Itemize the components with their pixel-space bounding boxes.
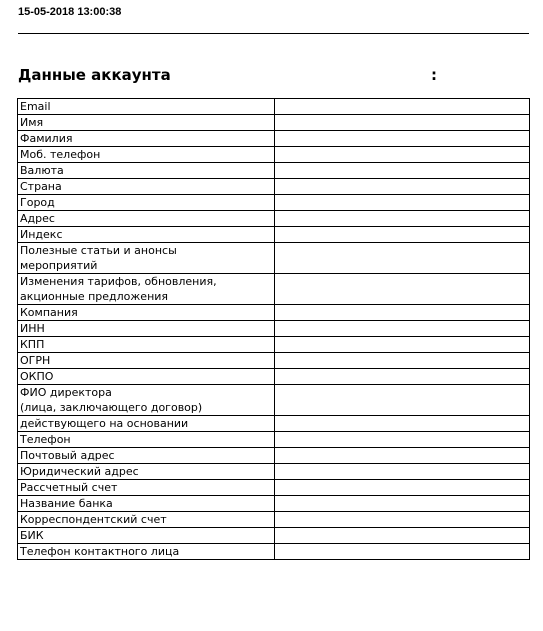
- table-row: [18, 243, 530, 274]
- field-value: [275, 195, 530, 211]
- table-row: [18, 163, 530, 179]
- field-label: Email: [18, 99, 275, 115]
- field-label: Фамилия: [18, 131, 275, 147]
- table-row: [18, 227, 530, 243]
- field-value: [275, 496, 530, 512]
- table-row: [18, 131, 530, 147]
- field-label: Почтовый адрес: [18, 448, 275, 464]
- field-label: Телефон: [18, 432, 275, 448]
- field-value: [275, 211, 530, 227]
- field-label: Моб. телефон: [18, 147, 275, 163]
- field-label: ИНН: [18, 321, 275, 337]
- field-label: Полезные статьи и анонсы мероприятий: [18, 243, 275, 274]
- field-label: Рассчетный счет: [18, 480, 275, 496]
- field-value: [275, 274, 530, 305]
- field-value: [275, 227, 530, 243]
- field-label: Имя: [18, 115, 275, 131]
- table-row: [18, 353, 530, 369]
- field-label: Юридический адрес: [18, 464, 275, 480]
- table-row: [18, 464, 530, 480]
- field-label: Индекс: [18, 227, 275, 243]
- field-value: [275, 305, 530, 321]
- field-label: Страна: [18, 179, 275, 195]
- title-suffix: :: [431, 66, 437, 84]
- table-row: [18, 321, 530, 337]
- field-label: действующего на основании: [18, 416, 275, 432]
- field-value: [275, 464, 530, 480]
- field-value: [275, 528, 530, 544]
- field-label: БИК: [18, 528, 275, 544]
- field-value: [275, 480, 530, 496]
- header-divider: [18, 33, 529, 34]
- table-row: [18, 179, 530, 195]
- table-row: [18, 337, 530, 353]
- field-value: [275, 544, 530, 560]
- field-label: ФИО директора (лица, заключающего договор): [18, 385, 275, 416]
- table-row: [18, 274, 530, 305]
- field-label: Компания: [18, 305, 275, 321]
- table-row: [18, 512, 530, 528]
- field-label: Адрес: [18, 211, 275, 227]
- table-row: [18, 544, 530, 560]
- table-row: [18, 496, 530, 512]
- field-value: [275, 179, 530, 195]
- field-value: [275, 369, 530, 385]
- export-timestamp: 15-05-2018 13:00:38: [18, 6, 122, 18]
- field-value: [275, 163, 530, 179]
- table-row: [18, 528, 530, 544]
- field-label: Корреспондентский счет: [18, 512, 275, 528]
- table-row: [18, 369, 530, 385]
- table-row: [18, 195, 530, 211]
- table-row: [18, 305, 530, 321]
- field-value: [275, 353, 530, 369]
- field-value: [275, 416, 530, 432]
- field-value: [275, 512, 530, 528]
- table-row: [18, 115, 530, 131]
- field-label: Город: [18, 195, 275, 211]
- table-row: [18, 99, 530, 115]
- table-row: [18, 448, 530, 464]
- field-value: [275, 115, 530, 131]
- field-label: Телефон контактного лица: [18, 544, 275, 560]
- account-data-table: [17, 98, 530, 560]
- page-title: Данные аккаунта: [18, 66, 171, 84]
- field-label: КПП: [18, 337, 275, 353]
- field-value: [275, 99, 530, 115]
- field-value: [275, 321, 530, 337]
- table-row: [18, 211, 530, 227]
- field-label: Валюта: [18, 163, 275, 179]
- table-row: [18, 432, 530, 448]
- table-row: [18, 147, 530, 163]
- field-value: [275, 448, 530, 464]
- field-value: [275, 385, 530, 416]
- field-label: Название банка: [18, 496, 275, 512]
- field-value: [275, 432, 530, 448]
- table-row: [18, 480, 530, 496]
- field-value: [275, 243, 530, 274]
- field-value: [275, 337, 530, 353]
- field-value: [275, 147, 530, 163]
- field-value: [275, 131, 530, 147]
- field-label: ОГРН: [18, 353, 275, 369]
- table-row: [18, 385, 530, 416]
- field-label: ОКПО: [18, 369, 275, 385]
- field-label: Изменения тарифов, обновления, акционные предложения: [18, 274, 275, 305]
- table-row: [18, 416, 530, 432]
